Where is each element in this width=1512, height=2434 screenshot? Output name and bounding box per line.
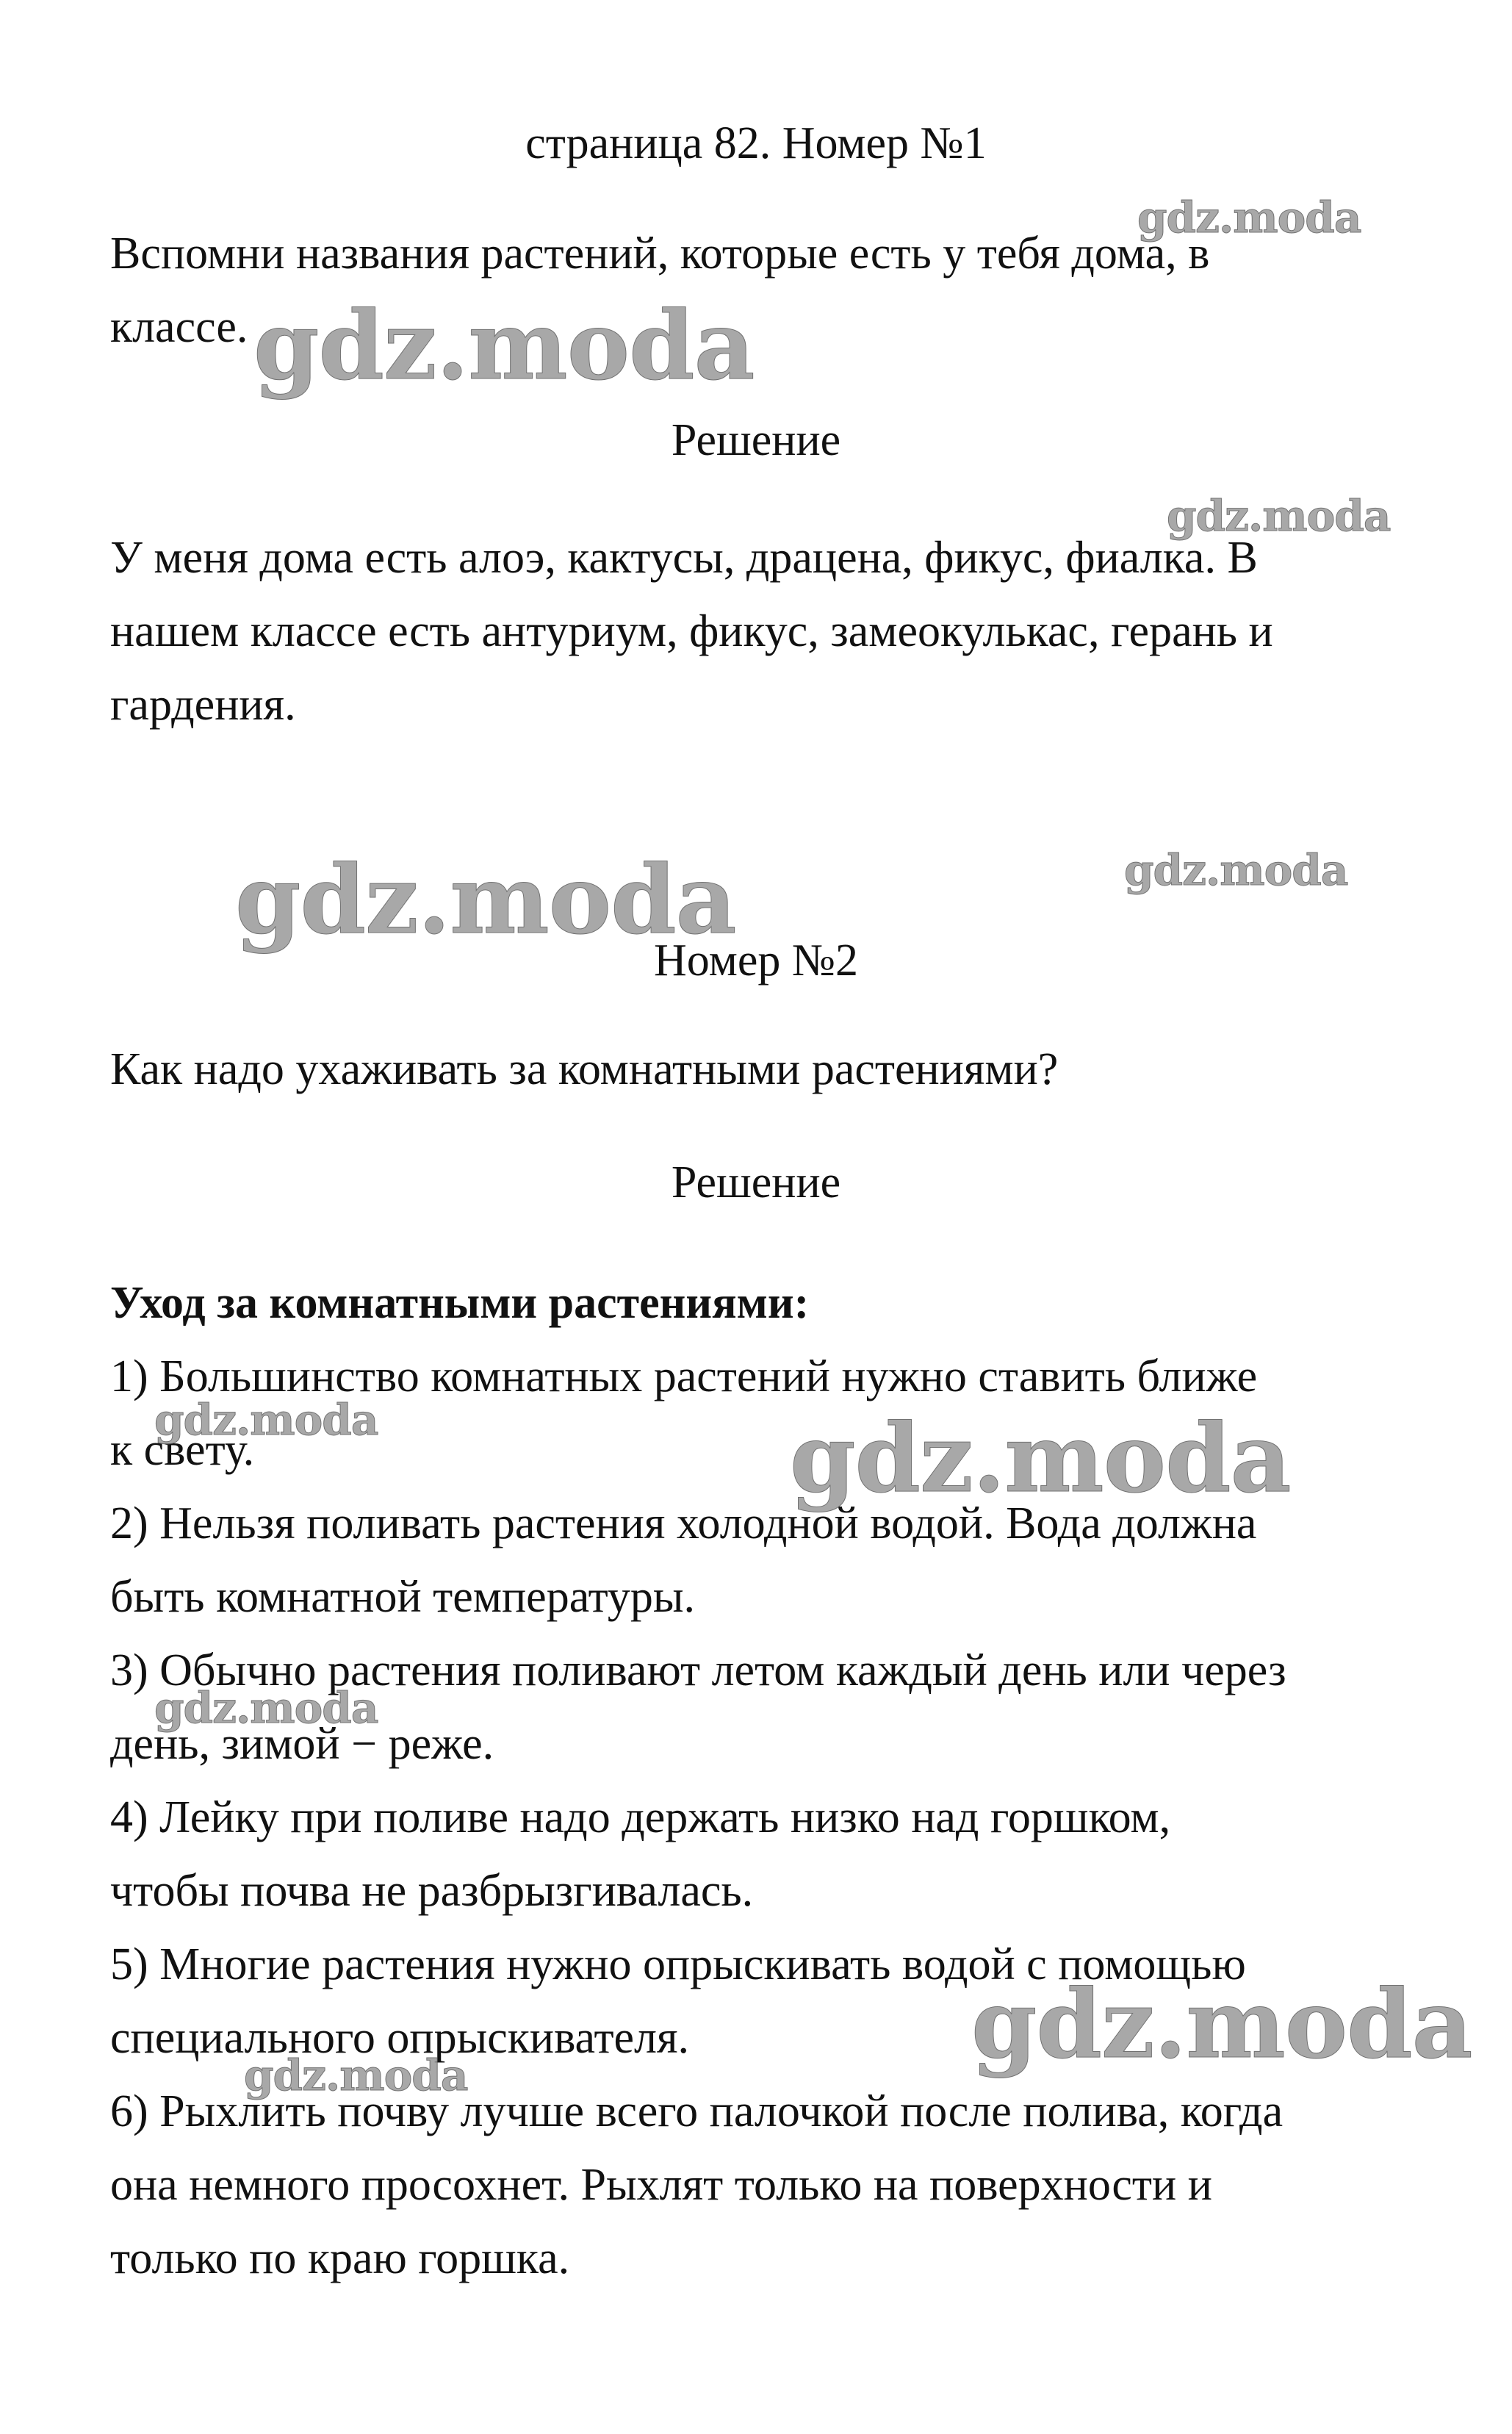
task2-answer-line-7: 4) Лейку при поливе надо держать низко над горшком, (110, 1792, 1171, 1842)
task1-question-line-1: Вспомни названия растений, которые есть у тебя дома, в (110, 229, 1210, 279)
task1-question-line-2: классе. (110, 302, 248, 352)
watermark: gdz.moda (1124, 845, 1348, 895)
task2-question: Как надо ухаживать за комнатными растениями? (110, 1044, 1059, 1094)
task2-answer-line-9: 5) Многие растения нужно опрыскивать водой с помощью (110, 1939, 1246, 1989)
page-header: страница 82. Номер №1 (525, 118, 987, 168)
task2-answer-line-4: быть комнатной температуры. (110, 1572, 696, 1622)
task2-title: Номер №2 (653, 936, 858, 986)
task2-answer-line-1: 1) Большинство комнатных растений нужно ставить ближе (110, 1351, 1258, 1401)
watermark: gdz.moda (253, 291, 755, 401)
watermark: gdz.moda (154, 1683, 378, 1733)
task2-answer-line-5: 3) Обычно растения поливают летом каждый день или через (110, 1645, 1286, 1695)
watermark: gdz.moda (971, 1970, 1472, 2080)
task2-solution-label: Решение (671, 1157, 841, 1207)
watermark: gdz.moda (790, 1404, 1291, 1514)
task2-subtitle: Уход за комнатными растениями: (110, 1278, 810, 1328)
task2-answer-line-8: чтобы почва не разбрызгивалась. (110, 1866, 754, 1916)
task1-answer-line-1: У меня дома есть алоэ, кактусы, драцена, фикус, фиалка. В (110, 533, 1258, 583)
task2-answer-line-11: 6) Рыхлить почву лучше всего палочкой после полива, когда (110, 2086, 1284, 2136)
watermark: gdz.moda (244, 2050, 468, 2100)
task2-answer-line-6: день, зимой − реже. (110, 1719, 494, 1769)
watermark: gdz.moda (235, 845, 736, 955)
task1-answer-line-3: гардения. (110, 680, 296, 730)
task2-answer-line-2: к свету. (110, 1425, 255, 1475)
task2-answer-line-13: только по краю горшка. (110, 2233, 570, 2283)
watermark: gdz.moda (154, 1395, 378, 1445)
watermark: gdz.moda (1137, 193, 1361, 243)
task2-answer-line-10: специального опрыскивателя. (110, 2013, 690, 2063)
task1-answer-line-2: нашем классе есть антуриум, фикус, замеокулькас, герань и (110, 606, 1273, 656)
task2-answer-line-12: она немного просохнет. Рыхлят только на поверхности и (110, 2160, 1212, 2210)
watermark: gdz.moda (1167, 491, 1391, 541)
task2-answer-line-3: 2) Нельзя поливать растения холодной водой. Вода должна (110, 1498, 1257, 1548)
task1-solution-label: Решение (671, 415, 841, 465)
